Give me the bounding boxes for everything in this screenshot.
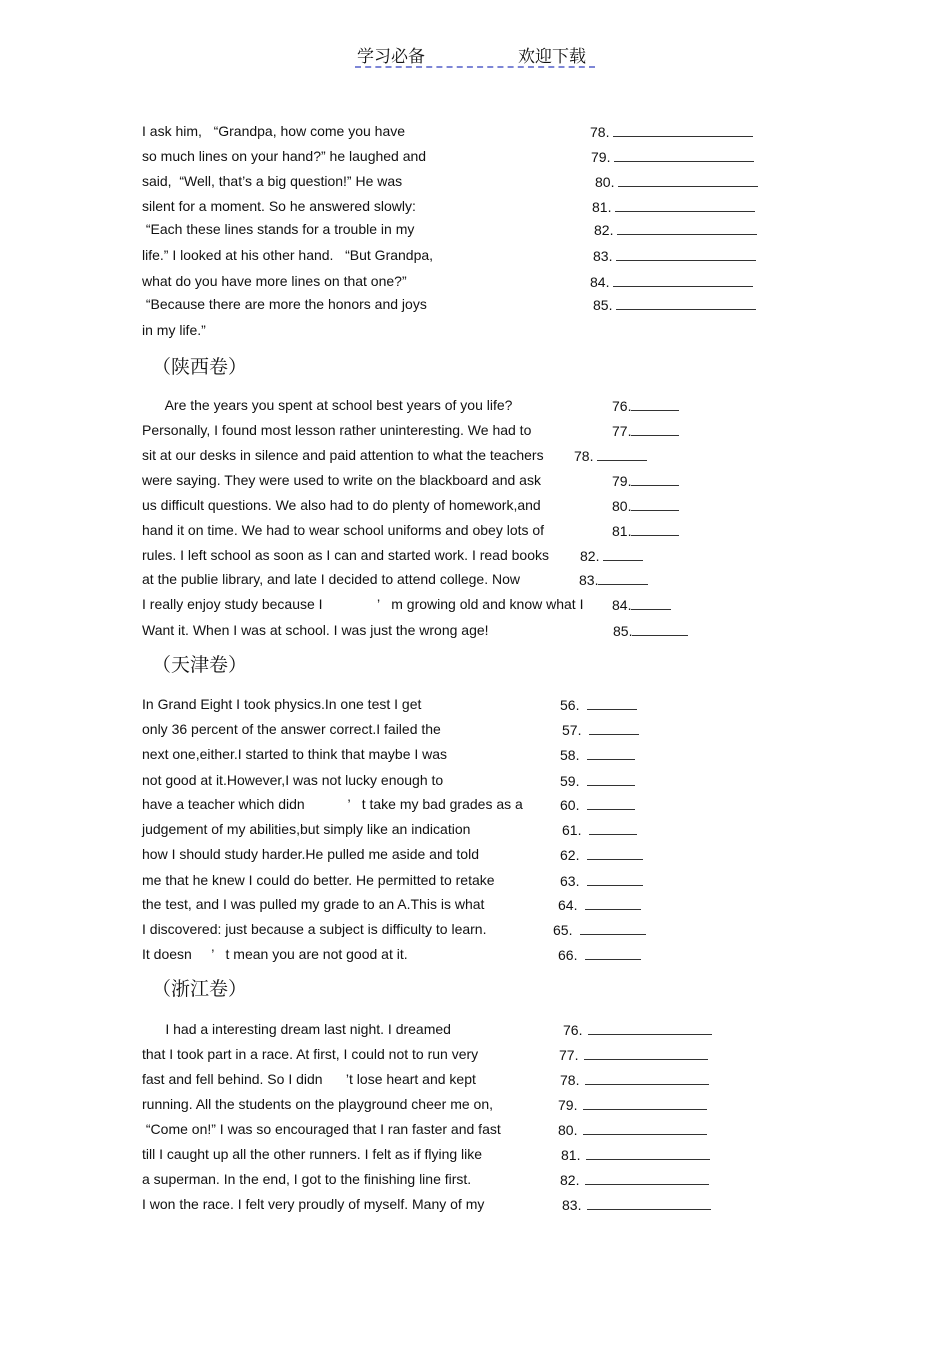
answer-line <box>597 446 647 461</box>
answer-number: 66. <box>558 947 578 963</box>
passage-line: only 36 percent of the answer correct.I failed the <box>142 721 441 737</box>
answer-line <box>585 1170 709 1185</box>
answer-line <box>585 895 641 910</box>
passage-line: that I took part in a race. At first, I could not to run very <box>142 1046 479 1062</box>
answer-line <box>587 745 635 760</box>
answer-number: 83. <box>562 1197 582 1213</box>
answer-number: 85. <box>593 297 613 313</box>
passage-line: In Grand Eight I took physics.In one test I get <box>142 696 422 712</box>
answer-number: 80. <box>612 498 632 514</box>
answer-number: 57. <box>562 722 582 738</box>
answer-number: 82. <box>560 1172 580 1188</box>
answer-line <box>631 421 679 436</box>
answer-number: 77. <box>559 1047 579 1063</box>
answer-number: 81. <box>561 1147 581 1163</box>
answer-blank[interactable] <box>560 845 643 864</box>
answer-line <box>603 546 643 561</box>
answer-number: 81. <box>612 523 632 539</box>
answer-blank[interactable] <box>560 795 635 814</box>
answer-line <box>589 820 637 835</box>
answer-blank[interactable] <box>612 471 679 490</box>
answer-line <box>631 521 679 536</box>
passage-line: were saying. They were used to write on the blackboard and ask <box>142 472 541 488</box>
answer-blank[interactable] <box>558 895 641 914</box>
answer-number: 65. <box>553 922 573 938</box>
answer-number: 63. <box>560 873 580 889</box>
answer-line <box>632 621 688 636</box>
answer-blank[interactable] <box>559 1045 708 1064</box>
answer-line <box>631 496 679 511</box>
passage-line: “Because there are more the honors and joys <box>142 296 427 312</box>
section-title: （浙江卷） <box>152 978 248 1000</box>
answer-blank[interactable] <box>592 197 755 216</box>
section-title: （天津卷） <box>152 654 248 676</box>
passage-line: hand it on time. We had to wear school uniforms and obey lots of <box>142 522 545 538</box>
answer-line <box>583 1120 707 1135</box>
answer-line <box>585 945 641 960</box>
header-right-text: 欢迎下载 <box>518 47 586 67</box>
answer-blank[interactable] <box>579 570 648 589</box>
passage-line: how I should study harder.He pulled me aside and told <box>142 846 479 862</box>
answer-line <box>587 1195 711 1210</box>
answer-line <box>589 720 639 735</box>
answer-blank[interactable] <box>612 396 679 415</box>
passage-line: not good at it.However,I was not lucky enough to <box>142 772 444 788</box>
answer-line <box>616 246 756 261</box>
answer-line <box>631 471 679 486</box>
answer-number: 84. <box>590 274 610 290</box>
passage-line: so much lines on your hand?” he laughed and <box>142 148 427 164</box>
page-header <box>355 40 595 68</box>
passage-line: I had a interesting dream last night. I dreamed <box>142 1021 451 1037</box>
answer-blank[interactable] <box>553 920 646 939</box>
answer-blank[interactable] <box>558 1095 707 1114</box>
answer-blank[interactable] <box>595 172 758 191</box>
answer-blank[interactable] <box>560 1170 709 1189</box>
answer-line <box>587 771 635 786</box>
answer-number: 78. <box>590 124 610 140</box>
answer-line <box>588 1020 712 1035</box>
answer-number: 58. <box>560 747 580 763</box>
passage-line: Are the years you spent at school best years of you life? <box>142 397 513 413</box>
answer-number: 76. <box>612 398 632 414</box>
answer-blank[interactable] <box>558 945 641 964</box>
answer-line <box>587 871 643 886</box>
answer-number: 78. <box>560 1072 580 1088</box>
passage-line: rules. I left school as soon as I can and started work. I read books <box>142 547 549 563</box>
answer-blank[interactable] <box>590 272 753 291</box>
answer-blank[interactable] <box>563 1020 712 1039</box>
answer-number: 60. <box>560 797 580 813</box>
passage-line: “Each these lines stands for a trouble in my <box>142 221 415 237</box>
passage-line: “Come on!” I was so encouraged that I ran faster and fast <box>142 1121 501 1137</box>
answer-blank[interactable] <box>593 295 756 314</box>
answer-number: 62. <box>560 847 580 863</box>
answer-number: 77. <box>612 423 632 439</box>
answer-line <box>587 695 637 710</box>
passage-line: I really enjoy study because I ’ m growing old and know what I <box>142 596 584 612</box>
answer-number: 83. <box>579 572 599 588</box>
passage-line: I discovered: just because a subject is difficulty to learn. <box>142 921 487 937</box>
section-title: （陕西卷） <box>152 356 248 378</box>
passage-line: I ask him, “Grandpa, how come you have <box>142 123 406 139</box>
answer-line <box>614 147 754 162</box>
answer-line <box>617 220 757 235</box>
answer-line <box>587 795 635 810</box>
passage-line: till I caught up all the other runners. I felt as if flying like <box>142 1146 483 1162</box>
answer-line <box>587 845 643 860</box>
passage-line: have a teacher which didn ’ t take my bad grades as a <box>142 796 523 812</box>
answer-number: 78. <box>574 448 594 464</box>
answer-blank[interactable] <box>590 122 753 141</box>
answer-blank[interactable] <box>612 421 679 440</box>
answer-blank[interactable] <box>558 1120 707 1139</box>
answer-number: 79. <box>558 1097 578 1113</box>
answer-blank[interactable] <box>560 771 635 790</box>
header-left-text: 学习必备 <box>357 47 425 67</box>
passage-line: running. All the students on the playground cheer me on, <box>142 1096 494 1112</box>
passage-line: sit at our desks in silence and paid attention to what the teachers <box>142 447 544 463</box>
answer-line <box>613 122 753 137</box>
answer-line <box>631 396 679 411</box>
answer-number: 79. <box>612 473 632 489</box>
answer-number: 76. <box>563 1022 583 1038</box>
answer-blank[interactable] <box>562 820 637 839</box>
answer-blank[interactable] <box>560 871 643 890</box>
answer-blank[interactable] <box>560 1070 709 1089</box>
answer-number: 64. <box>558 897 578 913</box>
answer-line <box>586 1145 710 1160</box>
passage-line: at the publie library, and late I decided to attend college. Now <box>142 571 520 587</box>
answer-line <box>580 920 646 935</box>
answer-line <box>615 197 755 212</box>
answer-blank[interactable] <box>612 496 679 515</box>
answer-line <box>618 172 758 187</box>
answer-number: 80. <box>558 1122 578 1138</box>
answer-number: 59. <box>560 773 580 789</box>
answer-blank[interactable] <box>580 546 643 565</box>
passage-line: I won the race. I felt very proudly of myself. Many of my <box>142 1196 485 1212</box>
passage-line: silent for a moment. So he answered slowly: <box>142 198 416 214</box>
passage-line: the test, and I was pulled my grade to an A.This is what <box>142 896 485 912</box>
passage-line: in my life.” <box>142 322 206 338</box>
answer-number: 83. <box>593 248 613 264</box>
answer-blank[interactable] <box>560 695 637 714</box>
passage-line: me that he knew I could do better. He permitted to retake <box>142 872 495 888</box>
answer-number: 80. <box>595 174 615 190</box>
answer-blank[interactable] <box>593 246 756 265</box>
answer-number: 56. <box>560 697 580 713</box>
passage-line: Personally, I found most lesson rather uninteresting. We had to <box>142 422 532 438</box>
answer-blank[interactable] <box>562 1195 711 1214</box>
answer-number: 85. <box>613 623 633 639</box>
passage-line: judgement of my abilities,but simply like an indication <box>142 821 471 837</box>
answer-blank[interactable] <box>612 595 671 614</box>
answer-blank[interactable] <box>561 1145 710 1164</box>
answer-blank[interactable] <box>560 745 635 764</box>
answer-line <box>613 272 753 287</box>
passage-line: said, “Well, that’s a big question!” He was <box>142 173 403 189</box>
answer-line <box>598 570 648 585</box>
passage-line: us difficult questions. We also had to do plenty of homework,and <box>142 497 541 513</box>
answer-line <box>584 1045 708 1060</box>
answer-blank[interactable] <box>591 147 754 166</box>
passage-line: fast and fell behind. So I didn ’t lose heart and kept <box>142 1071 476 1087</box>
answer-number: 84. <box>612 597 632 613</box>
passage-line: a superman. In the end, I got to the finishing line first. <box>142 1171 472 1187</box>
passage-line: Want it. When I was at school. I was just the wrong age! <box>142 622 489 638</box>
answer-number: 81. <box>592 199 612 215</box>
answer-number: 61. <box>562 822 582 838</box>
answer-blank[interactable] <box>562 720 639 739</box>
answer-line <box>631 595 671 610</box>
answer-line <box>583 1095 707 1110</box>
answer-blank[interactable] <box>594 220 757 239</box>
answer-number: 82. <box>580 548 600 564</box>
answer-blank[interactable] <box>613 621 688 640</box>
answer-number: 79. <box>591 149 611 165</box>
answer-line <box>585 1070 709 1085</box>
passage-line: life.” I looked at his other hand. “But Grandpa, <box>142 247 434 263</box>
answer-line <box>616 295 756 310</box>
passage-line: It doesn ’ t mean you are not good at it. <box>142 946 408 962</box>
passage-line: next one,either.I started to think that maybe I was <box>142 746 448 762</box>
passage-line: what do you have more lines on that one?” <box>142 273 407 289</box>
answer-blank[interactable] <box>612 521 679 540</box>
answer-blank[interactable] <box>574 446 647 465</box>
answer-number: 82. <box>594 222 614 238</box>
